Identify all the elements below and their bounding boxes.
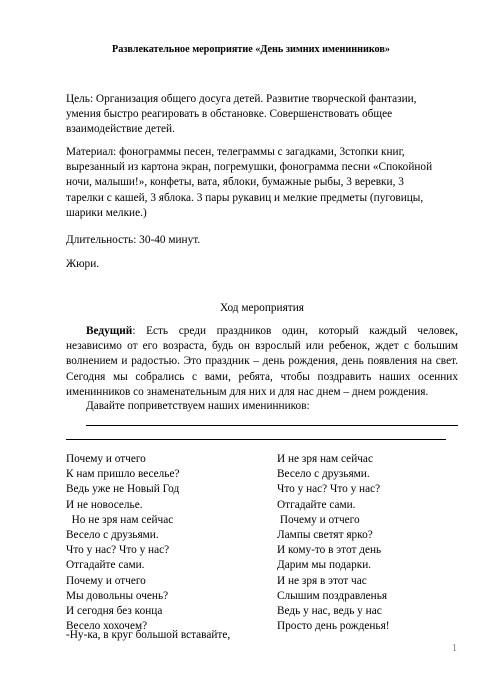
- goal-paragraph: Цель: Организация общего досуга детей. Развитие творческой фантазии, умения быстро реагировать в обстановке. Совершенствовать общее взаимодействие детей.: [66, 93, 417, 136]
- poem-line: И кому-то в этот день: [277, 544, 382, 557]
- poem-line: Дарим мы подарки.: [277, 559, 372, 572]
- poem-line: Весело с друзьями.: [277, 468, 370, 481]
- duration-paragraph: Длительность: 30-40 минут.: [66, 234, 201, 246]
- poem-line: Что у нас? Что у нас?: [277, 483, 381, 496]
- poem-line: Почему и отчего: [277, 513, 360, 526]
- section-heading: Ход мероприятия: [220, 302, 304, 314]
- poem-line: И не зря в этот час: [277, 574, 367, 587]
- poem-left-column: [66, 452, 180, 634]
- host-speaker-label: Ведущий: [86, 325, 133, 337]
- poem-line: Почему и отчего: [66, 574, 146, 587]
- poem-line: И не зря нам сейчас: [277, 453, 373, 465]
- poem-line: Весело хохочем?: [66, 620, 148, 633]
- poem-line: Отгадайте сами.: [277, 498, 356, 511]
- poem-line: Мы довольны очень?: [66, 589, 169, 602]
- page-number: 1: [452, 643, 457, 654]
- poem-line: Но не зря нам сейчас: [66, 513, 174, 526]
- poem-right-column: [277, 452, 390, 634]
- materials-paragraph: Материал: фонограммы песен, телеграммы с загадками, 3стопки книг, вырезанный из картона экран, погремушки, фонограмма песни «Спокойной ночи, малыши!», конфеты, вата, яблоки, бумажные рыбы, 3 веревки, 3 тарелки с кашей, 3 яблока. 3 пары рукавиц и мелкие предметы (пуговицы, шарики мелкие.): [66, 146, 433, 219]
- poem-line: Отгадайте сами.: [66, 559, 145, 572]
- poem-line: Ведь у нас, ведь у нас: [277, 605, 382, 618]
- poem-line: Весело с друзьями.: [66, 529, 159, 542]
- jury-paragraph: Жюри.: [66, 258, 100, 270]
- poem-line: И не новоселье.: [66, 498, 143, 511]
- poem-line: Слышим поздравленья: [277, 589, 388, 602]
- blank-line-1: [86, 425, 458, 426]
- poem-line: Ведь уже не Новый Год: [66, 483, 180, 496]
- poem-line: Что у нас? Что у нас?: [66, 544, 170, 557]
- document-title: Развлекательное мероприятие «День зимних именинников»: [112, 44, 390, 55]
- host-speech-paragraph: [66, 324, 458, 400]
- closing-line: -Ну-ка, в круг большой вставайте,: [66, 629, 231, 641]
- poem-line: Лампы светят ярко?: [277, 529, 373, 542]
- host-speech-text: : Есть среди праздников один, который каждый человек, независимо от его возраста, будь он взрослый или ребенок, ждет с большим волнением и радостью. Это праздник – день рождения, день появления на свет. Сегодня мы собрались с вами, ребята, чтобы поздравить наших осенних именинников со знаменательным для них и для нас днем – днем рождения.: [66, 325, 458, 398]
- poem-line: И сегодня без конца: [66, 605, 163, 618]
- greeting-line: Давайте поприветствуем наших именинников:: [86, 400, 310, 412]
- poem-line: Просто день рожденья!: [277, 620, 390, 633]
- blank-line-2: [66, 439, 446, 440]
- poem-line: Почему и отчего: [66, 453, 146, 465]
- poem-line: К нам пришло веселье?: [66, 468, 180, 481]
